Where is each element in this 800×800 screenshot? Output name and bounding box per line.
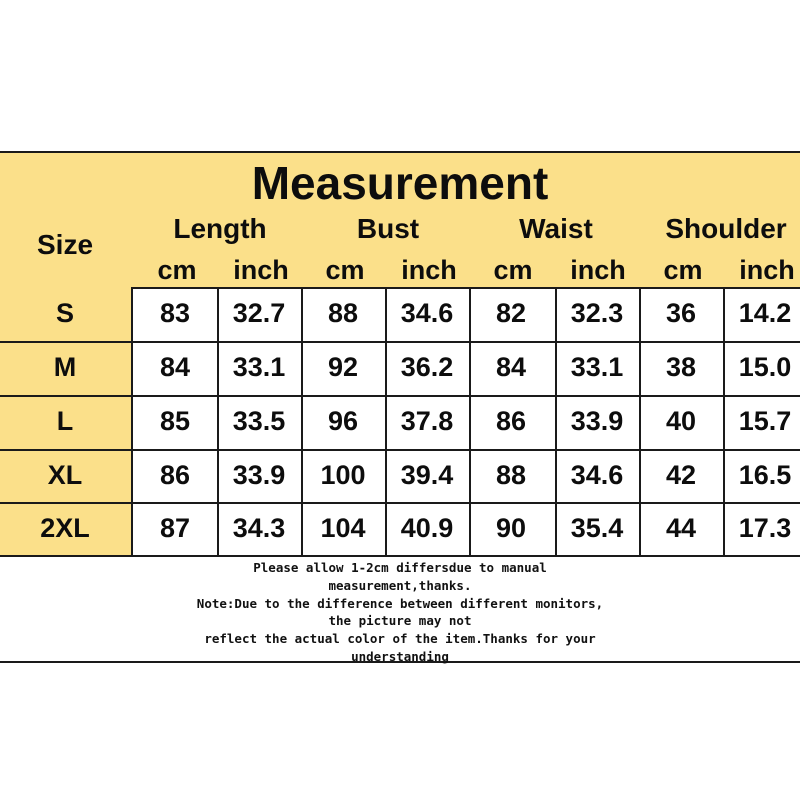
table-cell: 92 [327, 352, 359, 382]
note-line: Please allow 1-2cm differsdue to manual [253, 560, 547, 575]
table-cell: 104 [320, 513, 366, 543]
waist-inch-unit: inch [570, 255, 626, 285]
table-cell: 17.3 [738, 513, 792, 543]
note-line: the picture may not [328, 613, 472, 629]
table-cell: 33.9 [232, 460, 286, 490]
table-cell: 42 [665, 460, 697, 490]
table-cell: 39.4 [400, 460, 454, 490]
table-cell: 40.9 [400, 513, 454, 543]
bust-header: Bust [356, 213, 420, 244]
table-cell: 96 [327, 406, 359, 436]
chart-header [0, 153, 800, 287]
table-cell: 84 [159, 352, 191, 382]
row-divider [0, 502, 800, 504]
table-cell: 33.1 [232, 352, 286, 382]
size-cell: XL [47, 460, 83, 490]
measurement-grid [133, 287, 800, 555]
note-line: Note:Due to the difference between different monitors, [196, 595, 604, 611]
table-cell: 33.1 [570, 352, 624, 382]
row-divider [0, 395, 800, 397]
size-chart [0, 151, 800, 663]
size-cell: 2XL [40, 513, 90, 543]
disclaimer-notes [0, 557, 800, 663]
note-line: reflect the actual color of the item.Thanks for your [204, 631, 596, 647]
table-cell: 87 [159, 513, 191, 543]
bust-cm-unit: cm [325, 255, 365, 285]
shoulder-header: Shoulder [665, 213, 787, 244]
shoulder-inch-unit: inch [739, 255, 795, 285]
table-cell: 40 [665, 406, 697, 436]
table-cell: 86 [159, 460, 191, 490]
table-cell: 88 [495, 460, 527, 490]
table-cell: 34.3 [232, 513, 286, 543]
table-cell: 36 [665, 298, 697, 328]
table-cell: 16.5 [738, 460, 792, 490]
table-cell: 33.5 [232, 406, 286, 436]
table-cell: 90 [495, 513, 527, 543]
table-cell: 15.7 [738, 406, 792, 436]
table-cell: 36.2 [400, 352, 454, 382]
table-cell: 84 [495, 352, 527, 382]
size-cell: L [56, 406, 74, 436]
table-cell: 14.2 [738, 298, 792, 328]
table-cell: 83 [159, 298, 191, 328]
table-cell: 88 [327, 298, 359, 328]
table-cell: 82 [495, 298, 527, 328]
table-cell: 38 [665, 352, 697, 382]
table-cell: 33.9 [570, 406, 624, 436]
length-inch-unit: inch [233, 255, 289, 285]
length-header: Length [173, 213, 267, 244]
waist-header: Waist [519, 213, 593, 244]
table-cell: 44 [665, 513, 697, 543]
note-line: understanding [351, 648, 449, 664]
size-cell: M [53, 352, 77, 382]
size-column-header: Size [36, 229, 94, 260]
bust-inch-unit: inch [401, 255, 457, 285]
table-cell: 32.7 [232, 298, 286, 328]
row-divider [0, 449, 800, 451]
row-divider [0, 341, 800, 343]
size-cell: S [55, 298, 74, 328]
table-cell: 34.6 [570, 460, 624, 490]
note-line: measurement,thanks. [328, 577, 472, 593]
table-cell: 34.6 [400, 298, 454, 328]
table-cell: 85 [159, 406, 191, 436]
table-cell: 32.3 [570, 298, 624, 328]
table-cell: 100 [320, 460, 366, 490]
shoulder-cm-unit: cm [663, 255, 703, 285]
length-cm-unit: cm [157, 255, 197, 285]
table-cell: 37.8 [400, 406, 454, 436]
chart-title: Measurement [251, 157, 549, 209]
size-column [0, 287, 133, 555]
table-cell: 15.0 [738, 352, 792, 382]
table-cell: 35.4 [570, 513, 624, 543]
table-cell: 86 [495, 406, 527, 436]
waist-cm-unit: cm [493, 255, 533, 285]
